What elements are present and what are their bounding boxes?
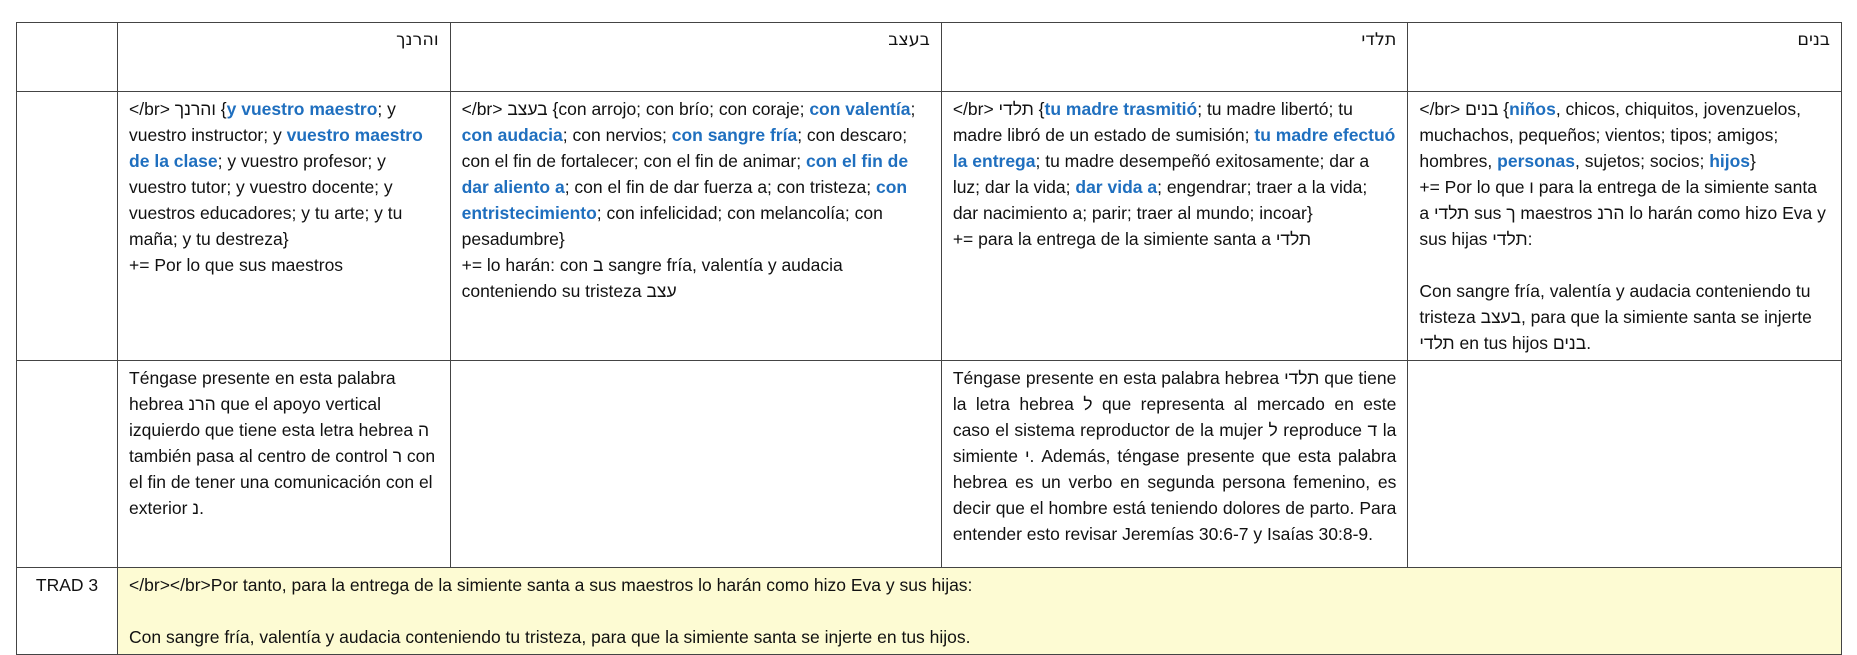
highlighted-term: tu madre trasmitió: [1044, 99, 1198, 119]
header-word-2: בעצב: [450, 23, 941, 92]
header-row: [17, 23, 1842, 92]
highlighted-term: con el fin de dar aliento a: [461, 151, 909, 197]
definition-cell: [1408, 92, 1842, 361]
header-word-4: בנים: [1408, 23, 1842, 92]
definition-text: += Por lo que ו para la entrega de la simiente santa a תלדי sus ך maestros הרנ lo harán como hizo Eva y sus hijas תלדי:: [1419, 177, 1826, 249]
definition-text: </br> בנים {: [1419, 99, 1510, 119]
row-label: TRAD 3: [17, 568, 118, 655]
highlighted-term: personas: [1497, 151, 1575, 171]
definition-text: ; con descaro; con el fin de fortalecer; con el fin de animar;: [461, 125, 908, 171]
definition-text: ; con el fin de dar fuerza a; con tristeza;: [564, 177, 876, 197]
definition-text: </br> והרנך {: [129, 99, 227, 119]
definition-text: </br> תלדי {: [952, 99, 1045, 119]
translation-row: [17, 568, 1842, 655]
blank-line: [1419, 252, 1830, 278]
highlighted-term: con entristecimiento: [461, 177, 908, 223]
definition-text: , chicos, chiquitos, jovenzuelos, muchachos, pequeños; vientos; tipos; amigos; hombres,: [1419, 99, 1801, 171]
notes-row: [17, 361, 1842, 568]
definition-cell: [450, 92, 941, 361]
highlighted-term: dar vida a: [1075, 177, 1158, 197]
definition-text: , sujetos; socios;: [1574, 151, 1710, 171]
header-word-3: תלדי: [941, 23, 1408, 92]
highlighted-term: tu madre efectuó la entrega: [952, 125, 1396, 171]
definition-text: Con sangre fría, valentía y audacia conteniendo tu tristeza בעצב, para que la simiente santa se injerte תלדי en tus hijos בנים.: [1419, 281, 1812, 353]
definition-text: += Por lo que sus maestros: [129, 255, 344, 275]
definition-text: ; con infelicidad; con melancolía; con pesadumbre}: [461, 203, 883, 249]
highlighted-term: hijos: [1709, 151, 1751, 171]
definition-cell: [118, 92, 451, 361]
blank-line: [129, 598, 1830, 624]
highlighted-term: niños: [1509, 99, 1556, 119]
definition-text: ; tu madre desempeñó exitosamente; dar a luz; dar la vida;: [952, 151, 1370, 197]
translation-table: [16, 22, 1842, 655]
definitions-row: [17, 92, 1842, 361]
definition-text: ; tu madre libertó; tu madre libró de un estado de sumisión;: [952, 99, 1353, 145]
translation-line-2: Con sangre fría, valentía y audacia conteniendo tu tristeza, para que la simiente santa se injerte en tus hijos.: [129, 627, 971, 647]
definition-text: ;: [910, 99, 916, 119]
highlighted-term: con sangre fría: [671, 125, 798, 145]
definition-text: += para la entrega de la simiente santa a תלדי: [952, 229, 1312, 249]
definition-text: ; y vuestro instructor; y: [129, 99, 396, 145]
definition-text: ; con nervios;: [562, 125, 672, 145]
highlighted-term: con audacia: [461, 125, 563, 145]
definition-cell: [941, 92, 1408, 361]
definition-text: ; y vuestro profesor; y vuestro tutor; y vuestro docente; y vuestros educadores; y tu arte; y tu maña; y tu destreza}: [129, 151, 403, 249]
definitions-label-cell: [17, 92, 118, 361]
definition-text: += lo harán: con ב sangre fría, valentía y audacia conteniendo su tristeza עצב: [461, 255, 843, 301]
translation-line-1: </br></br>Por tanto, para la entrega de la simiente santa a sus maestros lo harán como hizo Eva y sus hijas:: [129, 575, 973, 595]
highlighted-term: con valentía: [809, 99, 911, 119]
header-word-1: והרנך: [118, 23, 451, 92]
highlighted-term: vuestro maestro de la clase: [129, 125, 423, 171]
definition-text: </br> בעצב {con arrojo; con brío; con coraje;: [461, 99, 810, 119]
note-cell: Téngase presente en esta palabra hebrea הרנ que el apoyo vertical izquierdo que tiene esta letra hebrea ה también pasa al centro de control ר con el fin de tener una comunicación con el exterior נ.: [118, 361, 451, 568]
definition-text: }: [1750, 151, 1756, 171]
definition-text: ; engendrar; traer a la vida; dar nacimiento a; parir; traer al mundo; incoar}: [952, 177, 1368, 223]
note-cell: Téngase presente en esta palabra hebrea תלדי que tiene la letra hebrea ל que representa al mercado en este caso el sistema reproductor de la mujer ל reproduce ד la simiente י. Además, téngase presente que esta palabra hebrea es un verbo en segunda persona femenino, es decir que el hombre está teniendo dolores de parto. Para entender esto revisar Jeremías 30:6-7 y Isaías 30:8-9.: [941, 361, 1408, 568]
corner-cell: [17, 23, 118, 92]
translation-cell: [118, 568, 1842, 655]
note-cell: [1408, 361, 1842, 568]
highlighted-term: y vuestro maestro: [226, 99, 378, 119]
note-cell: [450, 361, 941, 568]
notes-label-cell: [17, 361, 118, 568]
